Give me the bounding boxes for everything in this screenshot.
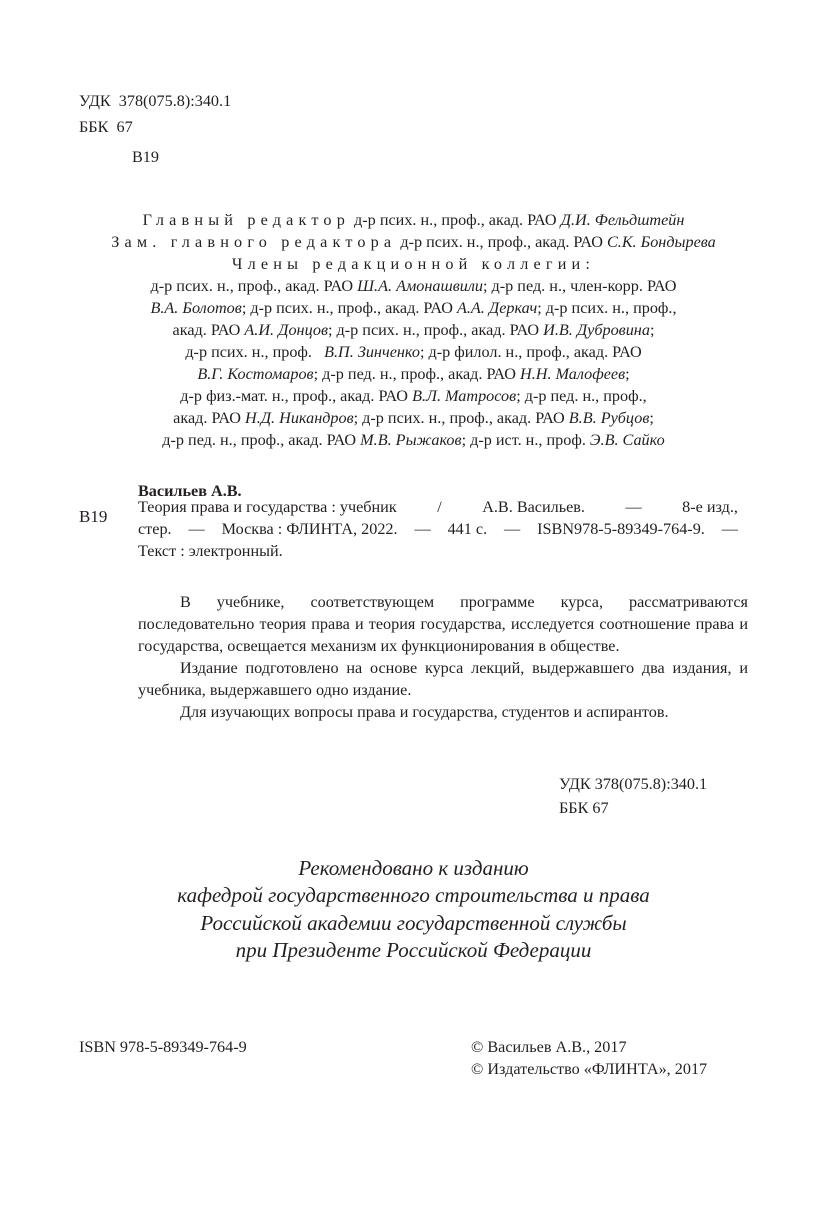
udk-line-top — [79, 90, 231, 112]
recommendation-line-1: Рекомендовано к изданию — [298, 856, 529, 880]
board-text: ; д-р псих. н., проф., акад. РАО — [241, 299, 453, 317]
board-text: д-р псих. н., проф., акад. РАО — [150, 277, 354, 295]
member-name: В.А. Болотов — [150, 299, 242, 317]
recommendation-line-2: кафедрой государственного строительства и права — [177, 883, 650, 908]
board-line-4 — [0, 341, 827, 363]
copyright-author: © Васильев А.В., 2017 — [471, 1038, 627, 1056]
deputy-editor-label: Зам. главного редактора — [111, 233, 397, 251]
bbk-line-bottom: ББК 67 — [559, 799, 609, 817]
author-mark-top: В19 — [132, 148, 159, 166]
board-text: д-р пед. н., проф., акад. РАО — [162, 431, 357, 449]
board-text: ; — [625, 365, 630, 383]
board-text: ; д-р псих. н., проф., акад. РАО — [353, 409, 565, 427]
record-separator: / — [437, 498, 442, 516]
record-line-1 — [138, 496, 738, 518]
member-name: В.Г. Костомаров — [197, 365, 314, 383]
record-dash: — — [625, 498, 642, 516]
member-name: В.Л. Матросов — [412, 387, 517, 405]
board-line-8 — [0, 429, 827, 451]
record-title: Теория права и государства : учебник — [138, 498, 397, 516]
board-text: ; д-р пед. н., член-корр. РАО — [483, 277, 677, 295]
deputy-editor-line — [0, 231, 827, 253]
board-members-label: Члены редакционной коллегии: — [231, 255, 596, 273]
udk-label: УДК — [79, 92, 111, 110]
member-name: Н.Д. Никандров — [245, 409, 354, 427]
member-name: Ш.А. Амонашвили — [357, 277, 483, 295]
abstract-paragraph-3: Для изучающих вопросы права и государства, студентов и аспирантов. — [180, 703, 669, 721]
member-name: А.И. Донцов — [244, 321, 328, 339]
member-name: Н.Н. Малофеев — [520, 365, 626, 383]
record-dash: — — [504, 520, 521, 538]
board-text: акад. РАО — [173, 409, 241, 427]
board-text: д-р псих. н., проф. — [185, 343, 312, 361]
board-line-6 — [0, 385, 827, 407]
board-members-heading — [0, 253, 827, 275]
member-name: М.В. Рыжаков — [360, 431, 462, 449]
member-name: Э.В. Сайко — [589, 431, 665, 449]
deputy-editor-degree: д-р псих. н., проф., акад. РАО — [400, 233, 603, 251]
board-line-3 — [0, 319, 827, 341]
recommendation-block — [0, 855, 827, 964]
record-line-3: Текст : электронный. — [138, 542, 283, 560]
editorial-board — [0, 209, 827, 451]
record-edition: 8-е изд., — [682, 498, 738, 516]
abstract — [138, 591, 748, 723]
record-pages: 441 с. — [447, 520, 488, 538]
board-text: д-р физ.-мат. н., проф., акад. РАО — [180, 387, 409, 405]
udk-line-bottom: УДК 378(075.8):340.1 — [559, 775, 708, 793]
member-name: И.В. Дубровина — [543, 321, 650, 339]
member-name: В.П. Зинченко — [324, 343, 420, 361]
footer-isbn: ISBN 978-5-89349-764-9 — [79, 1038, 247, 1056]
record-dash: — — [188, 520, 205, 538]
chief-editor-label: Главный редактор — [142, 211, 350, 229]
board-line-7 — [0, 407, 827, 429]
board-line-1 — [0, 275, 827, 297]
board-text: акад. РАО — [172, 321, 241, 339]
record-edition-note: стер. — [138, 520, 172, 538]
record-index: В19 — [79, 507, 108, 526]
bbk-line-top — [79, 116, 133, 138]
board-text: ; д-р ист. н., проф. — [461, 431, 586, 449]
udk-value: 378(075.8):340.1 — [118, 92, 232, 110]
board-text: ; д-р пед. н., проф., акад. РАО — [313, 365, 516, 383]
board-line-2 — [0, 297, 827, 319]
member-name: А.А. Деркач — [456, 299, 538, 317]
board-text: ; — [649, 409, 654, 427]
chief-editor-line — [0, 209, 827, 231]
bibliographic-record — [138, 496, 738, 562]
board-text: ; д-р филол. н., проф., акад. РАО — [419, 343, 642, 361]
record-author: Васильев А.В. — [138, 482, 242, 500]
record-dash: — — [414, 520, 431, 538]
board-text: ; д-р псих. н., проф., — [537, 299, 677, 317]
member-name: В.В. Рубцов — [568, 409, 650, 427]
board-text: ; д-р пед. н., проф., — [516, 387, 647, 405]
board-text: ; — [649, 321, 655, 339]
record-dash: — — [721, 520, 738, 538]
record-responsibility: А.В. Васильев. — [482, 498, 585, 516]
copyright-publisher: © Издательство «ФЛИНТА», 2017 — [471, 1060, 708, 1078]
chief-editor-name: Д.И. Фельдштейн — [560, 211, 685, 229]
bbk-value: 67 — [116, 118, 133, 136]
record-publisher: Москва : ФЛИНТА, 2022. — [221, 520, 398, 538]
recommendation-line-4: при Президенте Российской Федерации — [235, 937, 592, 962]
board-text: ; д-р псих. н., проф., акад. РАО — [327, 321, 540, 339]
chief-editor-degree: д-р псих. н., проф., акад. РАО — [354, 211, 557, 229]
abstract-paragraph-1: В учебнике, соответствующем программе курса, рассматриваются последовательно теория права и теория государства, исследуется соотношение права и государства, освещается механизм их функционирования в обществе. — [138, 593, 748, 655]
record-line-2 — [138, 518, 738, 540]
bbk-label: ББК — [79, 118, 109, 136]
board-line-5 — [0, 363, 827, 385]
abstract-paragraph-2: Издание подготовлено на основе курса лекций, выдержавшего два издания, и учебника, выдержавшего одно издание. — [138, 659, 748, 699]
recommendation-line-3: Российской академии государственной службы — [200, 910, 627, 935]
record-isbn: ISBN978-5-89349-764-9. — [537, 520, 705, 538]
deputy-editor-name: С.К. Бондырева — [606, 233, 716, 251]
